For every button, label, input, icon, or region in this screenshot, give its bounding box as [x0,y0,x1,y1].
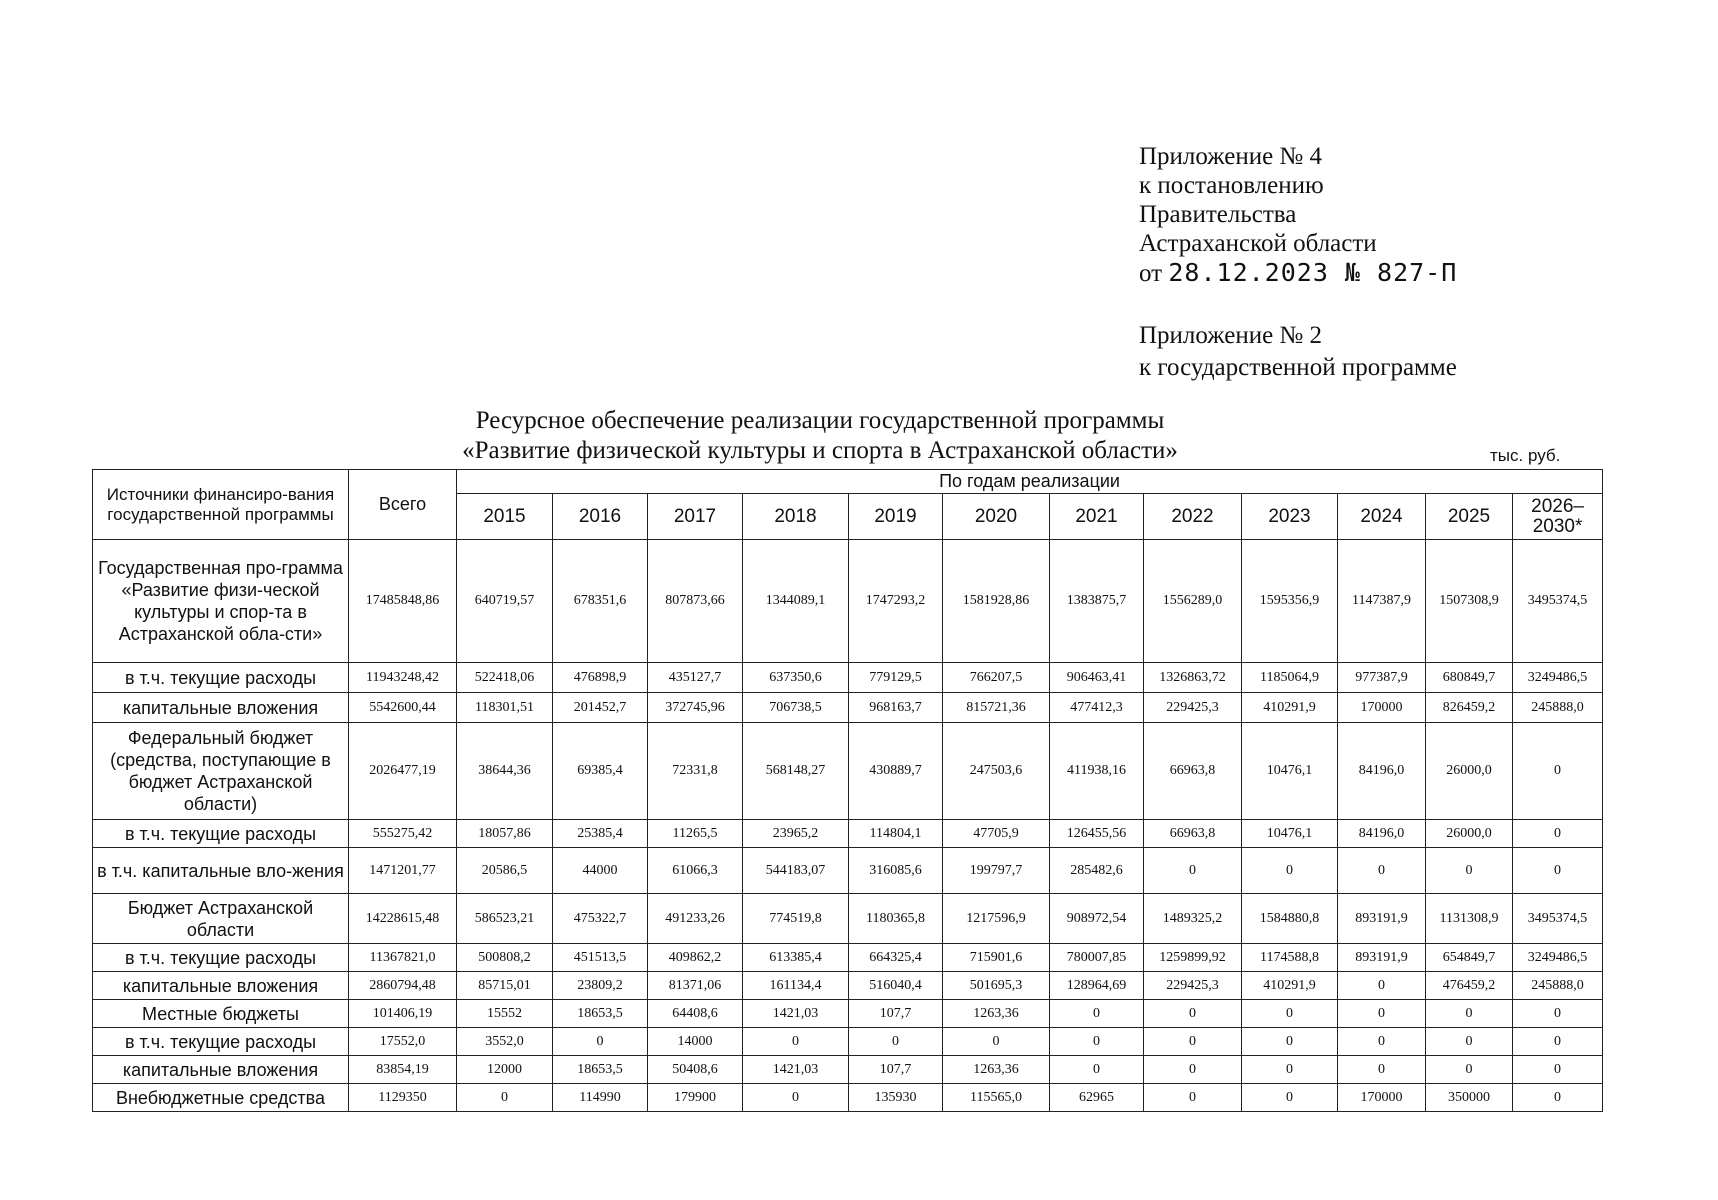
row-value: 179900 [648,1084,743,1112]
header-years-group: По годам реализации [457,470,1603,494]
row-value: 0 [1242,1000,1338,1028]
header-source: Источники финансиро-вания государственной программы [93,470,349,540]
row-value: 0 [1338,1000,1426,1028]
row-label: Федеральный бюджет (средства, поступающие в бюджет Астраханской области) [93,723,349,820]
row-total: 17552,0 [349,1028,457,1056]
appendix2-line: Приложение № 2 [1139,322,1323,349]
row-value: 1421,03 [743,1056,849,1084]
row-value: 245888,0 [1513,693,1603,723]
row-label: в т.ч. текущие расходы [93,944,349,972]
row-value: 0 [1513,1056,1603,1084]
row-total: 101406,19 [349,1000,457,1028]
row-value: 61066,3 [648,848,743,894]
row-label: капитальные вложения [93,1056,349,1084]
row-label: капитальные вложения [93,972,349,1000]
row-value: 11265,5 [648,820,743,848]
table-row [93,848,1603,894]
row-value: 62965 [1050,1084,1144,1112]
row-value: 0 [1338,848,1426,894]
row-value: 18057,86 [457,820,553,848]
row-value: 0 [743,1028,849,1056]
row-value: 475322,7 [553,894,648,944]
row-value: 25385,4 [553,820,648,848]
row-value: 0 [1144,1056,1242,1084]
row-value: 26000,0 [1426,723,1513,820]
row-value: 1489325,2 [1144,894,1242,944]
funding-table [92,469,1603,1112]
row-value: 1344089,1 [743,540,849,663]
row-value: 1556289,0 [1144,540,1242,663]
row-value: 0 [1338,1028,1426,1056]
row-value: 0 [1242,1056,1338,1084]
row-label: Бюджет Астраханской области [93,894,349,944]
row-value: 10476,1 [1242,820,1338,848]
appendix-line: к постановлению [1139,172,1324,199]
row-value: 807873,66 [648,540,743,663]
row-value: 1217596,9 [943,894,1050,944]
row-value: 477412,3 [1050,693,1144,723]
row-value: 0 [1242,1028,1338,1056]
row-value: 780007,85 [1050,944,1144,972]
row-value: 199797,7 [943,848,1050,894]
row-value: 568148,27 [743,723,849,820]
row-total: 83854,19 [349,1056,457,1084]
row-value: 18653,5 [553,1056,648,1084]
row-value: 637350,6 [743,663,849,693]
row-value: 410291,9 [1242,972,1338,1000]
row-value: 430889,7 [849,723,943,820]
row-value: 23965,2 [743,820,849,848]
row-value: 0 [1050,1056,1144,1084]
row-value: 107,7 [849,1000,943,1028]
row-value: 84196,0 [1338,723,1426,820]
header-year: 2019 [849,494,943,540]
row-value: 0 [943,1028,1050,1056]
row-value: 66963,8 [1144,820,1242,848]
table-row [93,1084,1603,1112]
row-value: 15552 [457,1000,553,1028]
row-value: 0 [1513,820,1603,848]
row-value: 0 [1144,1084,1242,1112]
header-year: 2020 [943,494,1050,540]
row-value: 135930 [849,1084,943,1112]
row-total: 11367821,0 [349,944,457,972]
table-row [93,1028,1603,1056]
row-value: 12000 [457,1056,553,1084]
row-value: 285482,6 [1050,848,1144,894]
row-total: 5542600,44 [349,693,457,723]
title-line-2: «Развитие физической культуры и спорта в Астраханской области» [462,437,1178,464]
row-value: 586523,21 [457,894,553,944]
row-total: 17485848,86 [349,540,457,663]
header-year: 2015 [457,494,553,540]
row-value: 516040,4 [849,972,943,1000]
row-value: 0 [457,1084,553,1112]
row-value: 1147387,9 [1338,540,1426,663]
table-row [93,944,1603,972]
row-value: 410291,9 [1242,693,1338,723]
table-row [93,1056,1603,1084]
document-title [380,406,1260,466]
row-value: 3249486,5 [1513,944,1603,972]
header-year: 2024 [1338,494,1426,540]
row-value: 0 [1144,1028,1242,1056]
row-value: 245888,0 [1513,972,1603,1000]
table-row [93,540,1603,663]
row-value: 1263,36 [943,1056,1050,1084]
row-value: 654849,7 [1426,944,1513,972]
header-year: 2017 [648,494,743,540]
row-value: 0 [743,1084,849,1112]
row-value: 0 [1513,1028,1603,1056]
row-value: 0 [1242,848,1338,894]
row-value: 1263,36 [943,1000,1050,1028]
row-value: 1507308,9 [1426,540,1513,663]
row-value: 3552,0 [457,1028,553,1056]
row-label: в т.ч. капитальные вло-жения [93,848,349,894]
appendix-block [1139,142,1457,288]
row-value: 1595356,9 [1242,540,1338,663]
row-total: 555275,42 [349,820,457,848]
row-value: 47705,9 [943,820,1050,848]
table-row [93,972,1603,1000]
row-value: 1747293,2 [849,540,943,663]
row-value: 544183,07 [743,848,849,894]
row-value: 1174588,8 [1242,944,1338,972]
row-value: 715901,6 [943,944,1050,972]
row-value: 1180365,8 [849,894,943,944]
row-value: 72331,8 [648,723,743,820]
row-value: 501695,3 [943,972,1050,1000]
row-value: 118301,51 [457,693,553,723]
header-year: 2023 [1242,494,1338,540]
row-value: 0 [1338,1056,1426,1084]
row-value: 779129,5 [849,663,943,693]
row-value: 66963,8 [1144,723,1242,820]
row-value: 128964,69 [1050,972,1144,1000]
table-row [93,820,1603,848]
row-value: 247503,6 [943,723,1050,820]
row-value: 0 [1144,848,1242,894]
row-total: 14228615,48 [349,894,457,944]
row-value: 115565,0 [943,1084,1050,1112]
row-value: 14000 [648,1028,743,1056]
row-total: 2026477,19 [349,723,457,820]
row-value: 893191,9 [1338,894,1426,944]
header-total: Всего [349,470,457,540]
row-value: 968163,7 [849,693,943,723]
row-value: 170000 [1338,1084,1426,1112]
appendix2-block [1139,320,1457,384]
row-value: 706738,5 [743,693,849,723]
units-label: тыс. руб. [1490,446,1561,465]
row-total: 1129350 [349,1084,457,1112]
header-year: 2018 [743,494,849,540]
row-value: 161134,4 [743,972,849,1000]
row-value: 107,7 [849,1056,943,1084]
row-value: 680849,7 [1426,663,1513,693]
row-value: 26000,0 [1426,820,1513,848]
row-value: 766207,5 [943,663,1050,693]
row-value: 69385,4 [553,723,648,820]
row-value: 81371,06 [648,972,743,1000]
row-value: 1581928,86 [943,540,1050,663]
row-value: 0 [1513,1084,1603,1112]
row-value: 826459,2 [1426,693,1513,723]
row-value: 0 [1144,1000,1242,1028]
row-value: 372745,96 [648,693,743,723]
row-value: 0 [1513,848,1603,894]
row-label: в т.ч. текущие расходы [93,1028,349,1056]
appendix-line: Астраханской области [1139,230,1377,257]
row-value: 0 [1426,848,1513,894]
row-value: 0 [1513,1000,1603,1028]
row-value: 316085,6 [849,848,943,894]
header-year: 2021 [1050,494,1144,540]
row-value: 0 [1050,1028,1144,1056]
row-value: 50408,6 [648,1056,743,1084]
row-label: в т.ч. текущие расходы [93,820,349,848]
row-value: 38644,36 [457,723,553,820]
row-value: 1421,03 [743,1000,849,1028]
row-value: 476459,2 [1426,972,1513,1000]
row-value: 44000 [553,848,648,894]
row-value: 1584880,8 [1242,894,1338,944]
row-value: 3495374,5 [1513,540,1603,663]
table-row [93,894,1603,944]
row-value: 229425,3 [1144,693,1242,723]
table-row [93,1000,1603,1028]
resolution-date-number: 28.12.2023 № 827-П [1168,258,1458,287]
row-value: 0 [553,1028,648,1056]
row-value: 0 [1426,1000,1513,1028]
row-value: 18653,5 [553,1000,648,1028]
row-value: 0 [1513,723,1603,820]
row-value: 1185064,9 [1242,663,1338,693]
row-total: 2860794,48 [349,972,457,1000]
row-value: 476898,9 [553,663,648,693]
table-row [93,693,1603,723]
appendix-line: Приложение № 4 [1139,143,1323,170]
row-value: 451513,5 [553,944,648,972]
row-value: 500808,2 [457,944,553,972]
row-value: 84196,0 [1338,820,1426,848]
row-value: 908972,54 [1050,894,1144,944]
row-label: в т.ч. текущие расходы [93,663,349,693]
row-label: Местные бюджеты [93,1000,349,1028]
row-value: 3495374,5 [1513,894,1603,944]
row-value: 85715,01 [457,972,553,1000]
row-total: 1471201,77 [349,848,457,894]
appendix-line: Правительства [1139,201,1297,228]
row-label: Государственная про-грамма «Развитие физи-ческой культуры и спор-та в Астраханской обла-сти» [93,540,349,663]
row-value: 664325,4 [849,944,943,972]
row-value: 229425,3 [1144,972,1242,1000]
header-year: 2022 [1144,494,1242,540]
resolution-date-line [1139,258,1457,288]
header-year: 2026–2030* [1513,494,1603,540]
row-value: 0 [1050,1000,1144,1028]
row-value: 23809,2 [553,972,648,1000]
row-value: 0 [1242,1084,1338,1112]
row-value: 640719,57 [457,540,553,663]
row-value: 126455,56 [1050,820,1144,848]
header-year: 2025 [1426,494,1513,540]
row-value: 0 [849,1028,943,1056]
header-year: 2016 [553,494,648,540]
row-value: 1326863,72 [1144,663,1242,693]
row-value: 435127,7 [648,663,743,693]
row-value: 1259899,92 [1144,944,1242,972]
row-value: 10476,1 [1242,723,1338,820]
row-value: 678351,6 [553,540,648,663]
row-value: 1131308,9 [1426,894,1513,944]
table-row [93,723,1603,820]
row-label: капитальные вложения [93,693,349,723]
date-prefix: от [1139,260,1163,287]
row-value: 0 [1426,1056,1513,1084]
row-value: 0 [1426,1028,1513,1056]
row-value: 170000 [1338,693,1426,723]
row-value: 491233,26 [648,894,743,944]
row-value: 64408,6 [648,1000,743,1028]
row-total: 11943248,42 [349,663,457,693]
row-value: 114990 [553,1084,648,1112]
row-label: Внебюджетные средства [93,1084,349,1112]
row-value: 114804,1 [849,820,943,848]
row-value: 0 [1338,972,1426,1000]
row-value: 893191,9 [1338,944,1426,972]
row-value: 1383875,7 [1050,540,1144,663]
row-value: 350000 [1426,1084,1513,1112]
row-value: 522418,06 [457,663,553,693]
appendix2-line: к государственной программе [1139,354,1457,381]
title-line-1: Ресурсное обеспечение реализации государственной программы [475,407,1165,434]
row-value: 20586,5 [457,848,553,894]
table-row [93,663,1603,693]
row-value: 201452,7 [553,693,648,723]
row-value: 613385,4 [743,944,849,972]
row-value: 815721,36 [943,693,1050,723]
row-value: 409862,2 [648,944,743,972]
row-value: 3249486,5 [1513,663,1603,693]
row-value: 411938,16 [1050,723,1144,820]
row-value: 977387,9 [1338,663,1426,693]
row-value: 906463,41 [1050,663,1144,693]
row-value: 774519,8 [743,894,849,944]
